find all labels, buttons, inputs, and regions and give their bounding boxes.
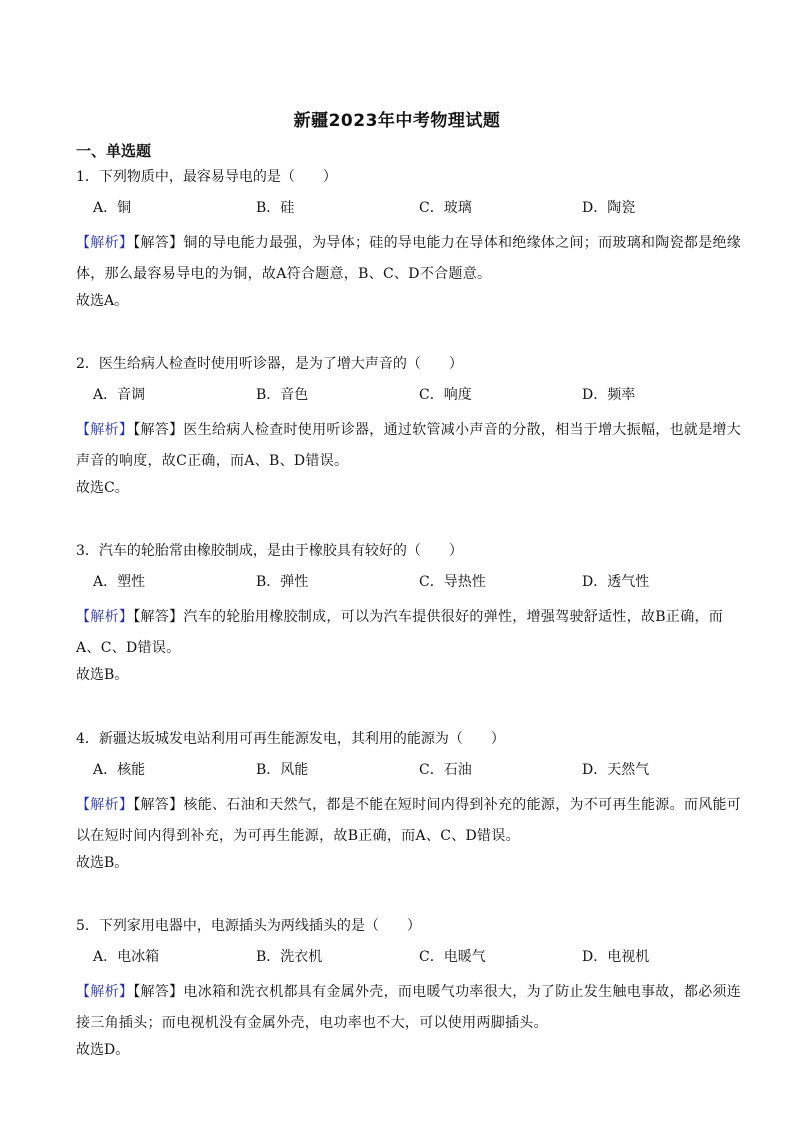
answer: 故选D。: [76, 1042, 130, 1058]
option-row: [93, 197, 753, 217]
option-c: C．玻璃: [419, 200, 472, 216]
option-b: B．洗衣机: [256, 949, 323, 965]
option-d: D．透气性: [582, 574, 650, 590]
option-row: [93, 759, 753, 779]
analysis-text: 【解答】医生给病人检查时使用听诊器，通过软管减小声音的分散，相当于增大振幅，也就是增大声音的响度，故C正确，而A、B、D错误。: [76, 422, 742, 469]
question-stem: 3．汽车的轮胎常由橡胶制成，是由于橡胶具有较好的（ ）: [76, 543, 463, 559]
analysis-text: 【解答】汽车的轮胎用橡胶制成，可以为汽车提供很好的弹性，增强驾驶舒适性，故B正确，而A、C、D错误。: [76, 609, 724, 656]
analysis-text: 【解答】铜的导电能力最强，为导体；硅的导电能力在导体和绝缘体之间；而玻璃和陶瓷都是绝缘体，那么最容易导电的为铜，故A符合题意，B、C、D不合题意。: [76, 235, 742, 282]
question-stem: 4．新疆达坂城发电站利用可再生能源发电，其利用的能源为（ ）: [76, 731, 505, 747]
option-a: A．电冰箱: [93, 949, 160, 965]
option-c: C．导热性: [419, 574, 486, 590]
option-c: C．响度: [419, 387, 472, 403]
question-stem: 5．下列家用电器中，电源插头为两线插头的是（ ）: [76, 918, 421, 934]
option-row: [93, 571, 753, 591]
option-c: C．电暖气: [419, 949, 486, 965]
option-a: A．音调: [93, 387, 146, 403]
option-b: B．弹性: [256, 574, 309, 590]
analysis: [76, 602, 746, 664]
option-b: B．风能: [256, 762, 309, 778]
option-d: D．陶瓷: [582, 200, 636, 216]
analysis-tag: 【解析】: [76, 422, 134, 438]
option-b: B．音色: [256, 387, 309, 403]
option-a: A．核能: [93, 762, 146, 778]
analysis-text: 【解答】核能、石油和天然气，都是不能在短时间内得到补充的能源，为不可再生能源。而风能可以在短时间内得到补充，为可再生能源，故B正确，而A、C、D错误。: [76, 797, 742, 844]
answer: 故选B。: [76, 667, 129, 683]
section-heading: 一、单选题: [76, 142, 152, 160]
option-a: A．铜: [93, 200, 132, 216]
option-d: D．频率: [582, 387, 636, 403]
analysis: [76, 790, 746, 852]
analysis-tag: 【解析】: [76, 797, 134, 813]
option-d: D．电视机: [582, 949, 650, 965]
option-a: A．塑性: [93, 574, 146, 590]
analysis: [76, 228, 746, 290]
answer: 故选B。: [76, 855, 129, 871]
analysis-text: 【解答】电冰箱和洗衣机都具有金属外壳，而电暖气功率很大，为了防止发生触电事故，都必须连接三角插头；而电视机没有金属外壳，电功率也不大，可以使用两脚插头。: [76, 984, 742, 1031]
question-stem: 1．下列物质中，最容易导电的是（ ）: [76, 169, 337, 185]
analysis-tag: 【解析】: [76, 609, 134, 625]
question-stem: 2．医生给病人检查时使用听诊器，是为了增大声音的（ ）: [76, 356, 463, 372]
answer: 故选C。: [76, 480, 129, 496]
analysis-tag: 【解析】: [76, 984, 134, 1000]
option-b: B．硅: [256, 200, 295, 216]
option-d: D．天然气: [582, 762, 650, 778]
option-row: [93, 946, 753, 966]
option-c: C．石油: [419, 762, 472, 778]
answer: 故选A。: [76, 293, 129, 309]
analysis: [76, 415, 746, 477]
analysis-tag: 【解析】: [76, 235, 134, 251]
page-title: 新疆2023年中考物理试题: [293, 111, 501, 131]
option-row: [93, 384, 753, 404]
analysis: [76, 977, 746, 1039]
